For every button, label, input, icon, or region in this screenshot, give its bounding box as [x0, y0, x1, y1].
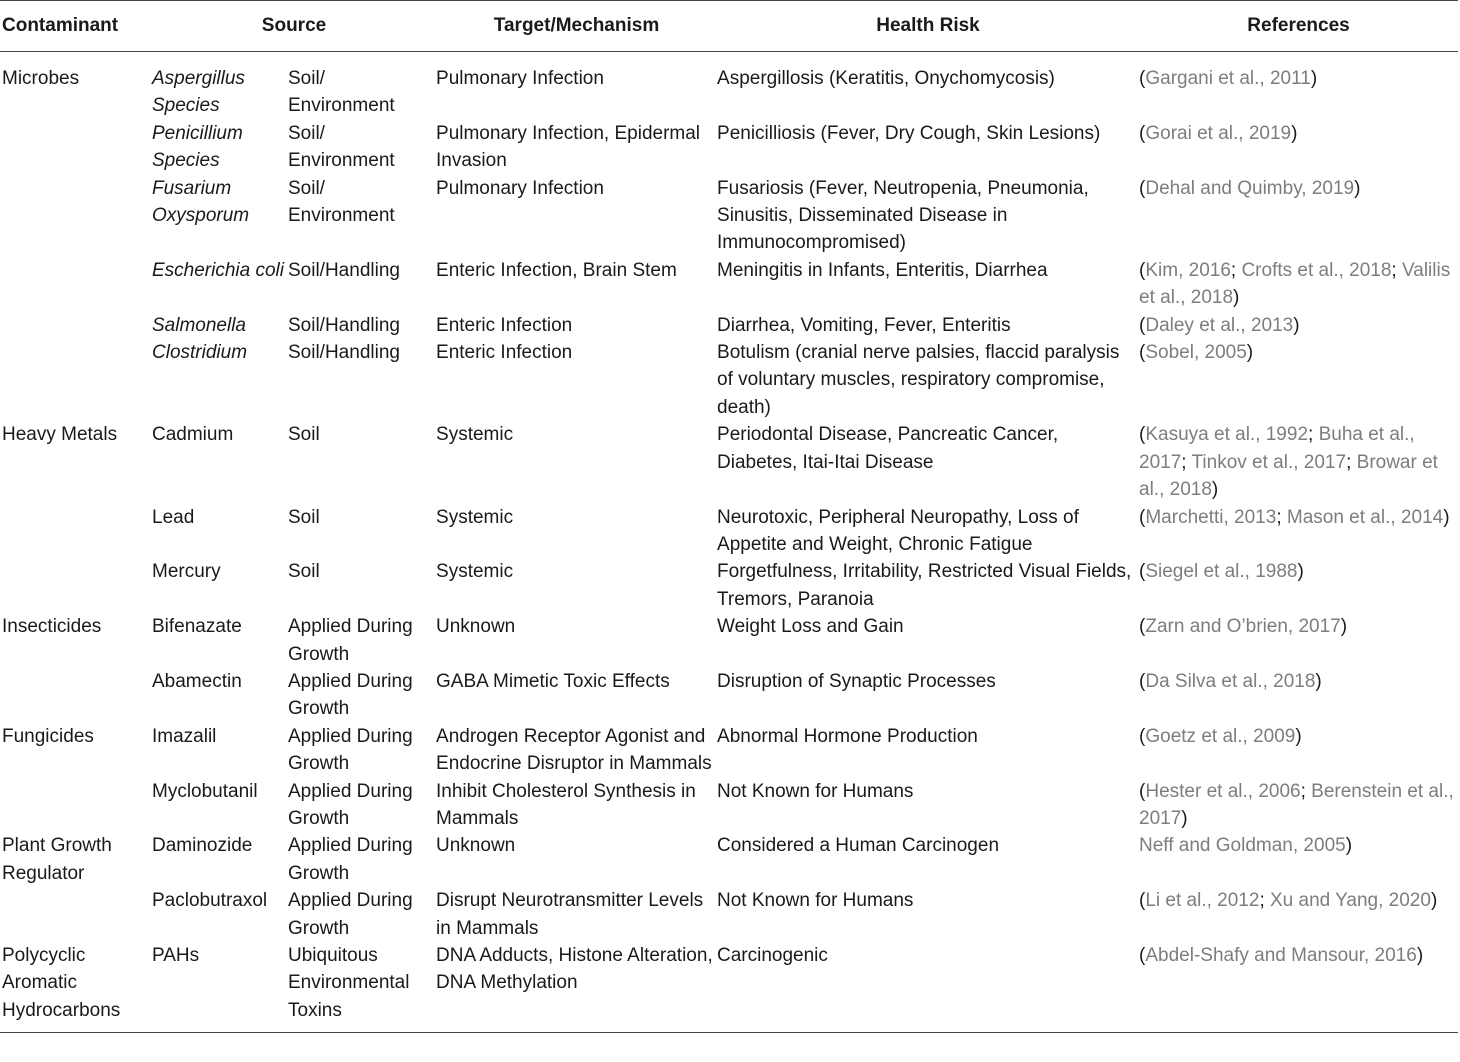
cell-references: [1139, 52, 1458, 120]
cell-category: Heavy Metals: [2, 424, 118, 446]
cell-references: [1139, 175, 1458, 257]
reference-link[interactable]: Siegel et al., 1988: [1145, 561, 1298, 583]
cell-agent: PAHs: [152, 942, 288, 1033]
cell-health-risk: Penicilliosis (Fever, Dry Cough, Skin Lesions): [717, 122, 1101, 144]
table-row: [0, 778, 1458, 833]
header-source: Source: [152, 1, 436, 52]
cell-mechanism: Androgen Receptor Agonist and Endocrine Disruptor in Mammals: [436, 725, 712, 775]
reference-link[interactable]: Kim, 2016: [1145, 259, 1231, 281]
ref-paren-open: (: [1139, 890, 1146, 912]
table-row: [0, 52, 1458, 120]
ref-paren-open: (: [1139, 506, 1146, 528]
cell-mechanism: Enteric Infection: [436, 342, 573, 364]
cell-source: Soil: [288, 424, 320, 446]
ref-paren-open: (: [1139, 616, 1146, 638]
ref-paren-close: ): [1295, 725, 1302, 747]
table-header: [0, 1, 1458, 52]
cell-source: Soil/ Environment: [288, 68, 395, 117]
cell-source: Applied During Growth: [288, 670, 413, 720]
cell-health-risk: Abnormal Hormone Production: [717, 725, 978, 747]
cell-references: [1139, 668, 1458, 723]
reference-link[interactable]: Gargani et al., 2011: [1145, 68, 1311, 89]
ref-paren-close: ): [1293, 314, 1300, 336]
cell-source: Soil: [288, 561, 320, 583]
cell-mechanism: Enteric Infection: [436, 314, 573, 336]
ref-paren-close: ): [1345, 835, 1353, 857]
table-body: [0, 52, 1458, 1033]
reference-link[interactable]: Da Silva et al., 2018: [1145, 670, 1316, 692]
ref-paren-open: (: [1139, 122, 1146, 144]
table-row: [0, 504, 1458, 559]
ref-paren-close: ): [1443, 506, 1450, 528]
reference-link[interactable]: Crofts et al., 2018: [1241, 259, 1392, 281]
reference-link[interactable]: Valilis et al., 2018: [1139, 259, 1451, 309]
cell-agent: Escherichia coli: [152, 259, 284, 281]
reference-link[interactable]: Abdel-Shafy and Mansour, 2016: [1145, 945, 1417, 966]
ref-paren-open: (: [1139, 561, 1146, 583]
table-row: [0, 257, 1458, 312]
table-row: [0, 558, 1458, 613]
cell-agent: Abamectin: [152, 670, 242, 692]
ref-paren-open: (: [1139, 314, 1146, 336]
cell-mechanism: Unknown: [436, 835, 516, 857]
cell-mechanism: Unknown: [436, 616, 516, 638]
reference-link[interactable]: Li et al., 2012: [1145, 890, 1260, 912]
cell-references: [1139, 832, 1458, 887]
cell-references: [1139, 120, 1458, 175]
cell-category: Insecticides: [2, 616, 102, 638]
cell-source: Applied During Growth: [288, 835, 413, 884]
cell-health-risk: Carcinogenic: [717, 942, 1139, 1033]
ref-paren-open: (: [1139, 725, 1146, 747]
reference-link[interactable]: Marchetti, 2013: [1145, 506, 1277, 528]
ref-paren-open: (: [1139, 945, 1146, 966]
cell-category: [0, 312, 152, 339]
cell-agent: Daminozide: [152, 835, 253, 857]
reference-link[interactable]: Buha et al., 2017: [1139, 424, 1415, 473]
cell-source: Soil/ Environment: [288, 177, 395, 227]
cell-category: Fungicides: [2, 725, 94, 747]
cell-category: [0, 175, 152, 257]
cell-category: [0, 668, 152, 723]
cell-mechanism: Inhibit Cholesterol Synthesis in Mammals: [436, 780, 696, 829]
cell-references: (Kasuya et al., 1992; Buha et al., 2017; Tinkov et al., 2017; Browar et al., 2018): [1139, 424, 1438, 501]
ref-paren-open: (: [1139, 259, 1146, 281]
cell-health-risk: Meningitis in Infants, Enteritis, Diarrhea: [717, 259, 1048, 281]
cell-source: Soil/ Environment: [288, 122, 395, 172]
cell-source: Applied During Growth: [288, 890, 413, 939]
cell-category: [0, 778, 152, 833]
cell-category: [0, 558, 152, 613]
ref-paren-close: ): [1315, 670, 1322, 692]
header-health-risk: Health Risk: [717, 1, 1139, 52]
cell-mechanism: Pulmonary Infection: [436, 177, 604, 199]
header-references: References: [1139, 1, 1458, 52]
cell-source: Applied During Growth: [288, 725, 413, 775]
cell-agent: Myclobutanil: [152, 780, 258, 802]
ref-paren-close: ): [1297, 561, 1304, 583]
reference-link[interactable]: Kasuya et al., 1992: [1145, 424, 1309, 446]
table-row: [0, 175, 1458, 257]
cell-agent: Imazalil: [152, 725, 217, 747]
reference-link[interactable]: Xu and Yang, 2020: [1270, 890, 1431, 912]
reference-link[interactable]: Sobel, 2005: [1145, 342, 1247, 364]
cell-references: [1139, 339, 1458, 421]
cell-category: [0, 339, 152, 421]
ref-paren-open: (: [1139, 424, 1146, 446]
reference-link[interactable]: Mason et al., 2014: [1286, 506, 1444, 528]
cell-category: [0, 504, 152, 559]
cell-category: [0, 120, 152, 175]
cell-source: Ubiquitous Environmental Toxins: [288, 942, 436, 1033]
cell-source: Soil: [288, 506, 320, 528]
cell-mechanism: Systemic: [436, 561, 514, 583]
ref-paren-close: ): [1430, 890, 1438, 912]
cell-references: (Marchetti, 2013; Mason et al., 2014): [1139, 506, 1450, 528]
cell-source: Soil/Handling: [288, 259, 400, 281]
reference-link[interactable]: Daley et al., 2013: [1145, 314, 1294, 336]
cell-health-risk: Weight Loss and Gain: [717, 616, 904, 638]
cell-health-risk: Not Known for Humans: [717, 780, 914, 802]
cell-references: (Kim, 2016; Crofts et al., 2018; Valilis et al., 2018): [1139, 259, 1451, 309]
cell-health-risk: Fusariosis (Fever, Neutropenia, Pneumonia, Sinusitis, Disseminated Disease in Immunocompromised): [717, 177, 1089, 254]
ref-paren-open: (: [1139, 780, 1146, 802]
cell-source: Applied During Growth: [288, 616, 413, 665]
cell-health-risk: Considered a Human Carcinogen: [717, 835, 1000, 857]
cell-agent: Penicillium Species: [152, 122, 243, 172]
header-contaminant: Contaminant: [0, 1, 152, 52]
cell-agent: Lead: [152, 506, 195, 528]
cell-health-risk: Forgetfulness, Irritability, Restricted Visual Fields, Tremors, Paranoia: [717, 561, 1132, 610]
cell-health-risk: Disruption of Synaptic Processes: [717, 670, 996, 692]
reference-link[interactable]: Neff and Goldman, 2005: [1139, 835, 1346, 857]
ref-paren-open: (: [1139, 670, 1146, 692]
table-row: [0, 312, 1458, 339]
reference-link[interactable]: Tinkov et al., 2017: [1191, 451, 1347, 473]
cell-mechanism: Systemic: [436, 506, 514, 528]
cell-references: [1139, 558, 1458, 613]
cell-category: Plant Growth Regulator: [2, 835, 112, 884]
cell-mechanism: Pulmonary Infection: [436, 68, 604, 89]
cell-agent: Mercury: [152, 561, 221, 583]
cell-mechanism: Enteric Infection, Brain Stem: [436, 259, 677, 281]
ref-paren-close: ): [1246, 342, 1254, 364]
table-row: [0, 613, 1458, 668]
cell-references: (Li et al., 2012; Xu and Yang, 2020): [1139, 890, 1438, 912]
cell-agent: Clostridium: [152, 342, 248, 364]
cell-category: Microbes: [2, 68, 80, 89]
cell-source: Soil/Handling: [288, 314, 400, 336]
cell-mechanism: DNA Adducts, Histone Alteration, DNA Methylation: [436, 942, 717, 1033]
cell-references: [1139, 613, 1458, 668]
ref-paren-close: ): [1233, 287, 1240, 309]
cell-mechanism: Pulmonary Infection, Epidermal Invasion: [436, 122, 701, 172]
reference-link[interactable]: Gorai et al., 2019: [1145, 122, 1292, 144]
reference-link[interactable]: Hester et al., 2006: [1145, 780, 1301, 802]
cell-category: [0, 257, 152, 312]
table-row: [0, 887, 1458, 942]
cell-agent: Paclobutraxol: [152, 890, 268, 912]
ref-paren-close: ): [1181, 807, 1188, 829]
table-row: [0, 832, 1458, 887]
table-row: [0, 339, 1458, 421]
ref-paren-close: ): [1340, 616, 1348, 638]
cell-health-risk: Botulism (cranial nerve palsies, flaccid paralysis of voluntary muscles, respiratory compromise, death): [717, 342, 1120, 418]
cell-category: [0, 887, 152, 942]
cell-agent: Bifenazate: [152, 616, 242, 638]
cell-references: [1139, 312, 1458, 339]
ref-paren-close: ): [1354, 177, 1361, 199]
cell-agent: Fusarium Oxysporum: [152, 177, 250, 227]
reference-link[interactable]: Berenstein et al., 2017: [1139, 780, 1454, 829]
cell-references: [1139, 942, 1458, 1033]
cell-mechanism: Disrupt Neurotransmitter Levels in Mammals: [436, 890, 704, 939]
reference-link[interactable]: Zarn and O’brien, 2017: [1145, 616, 1341, 638]
cell-health-risk: Neurotoxic, Peripheral Neuropathy, Loss of Appetite and Weight, Chronic Fatigue: [717, 506, 1079, 555]
cell-mechanism: Systemic: [436, 424, 514, 446]
cell-health-risk: Aspergillosis (Keratitis, Onychomycosis): [717, 68, 1055, 89]
cell-references: (Hester et al., 2006; Berenstein et al., 2017): [1139, 780, 1454, 829]
ref-paren-close: ): [1310, 68, 1318, 89]
reference-link[interactable]: Dehal and Quimby, 2019: [1145, 177, 1355, 199]
cell-agent: Cadmium: [152, 424, 234, 446]
table-row: [0, 668, 1458, 723]
header-row: [0, 1, 1458, 52]
ref-paren-open: (: [1139, 177, 1146, 199]
ref-paren-close: ): [1211, 479, 1219, 501]
cell-agent: Aspergillus Species: [152, 68, 245, 117]
table-row: [0, 421, 1458, 503]
cell-source: Applied During Growth: [288, 780, 413, 829]
reference-link[interactable]: Goetz et al., 2009: [1145, 725, 1296, 747]
header-mechanism: Target/Mechanism: [436, 1, 717, 52]
cell-health-risk: Diarrhea, Vomiting, Fever, Enteritis: [717, 314, 1011, 336]
cell-health-risk: Not Known for Humans: [717, 890, 914, 912]
cell-health-risk: Periodontal Disease, Pancreatic Cancer, Diabetes, Itai-Itai Disease: [717, 424, 1059, 473]
cell-agent: Salmonella: [152, 314, 246, 336]
ref-paren-open: (: [1139, 68, 1146, 89]
cell-source: Soil/Handling: [288, 342, 400, 364]
table-row: [0, 942, 1458, 1033]
table-row: [0, 723, 1458, 778]
cell-references: [1139, 723, 1458, 778]
cell-category: Polycyclic Aromatic Hydrocarbons: [0, 942, 152, 1033]
table-row: [0, 120, 1458, 175]
ref-paren-close: ): [1416, 945, 1424, 966]
reference-link[interactable]: Browar et al., 2018: [1139, 451, 1438, 501]
ref-paren-close: ): [1291, 122, 1298, 144]
cell-mechanism: GABA Mimetic Toxic Effects: [436, 670, 670, 692]
ref-paren-open: (: [1139, 342, 1146, 364]
